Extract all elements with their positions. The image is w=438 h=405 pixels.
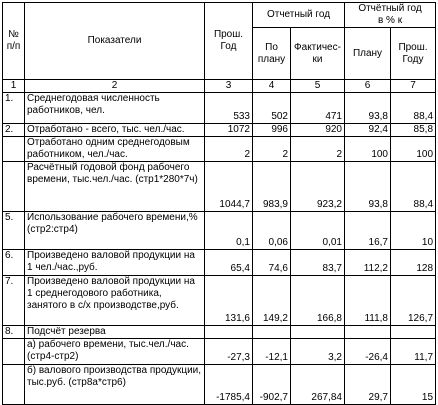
pct-of-plan <box>345 326 391 339</box>
value-prev-year: 1072 <box>205 124 253 137</box>
indicator-name: Использование рабочего времени,% (стр2:стр4) <box>25 212 205 250</box>
value-prev-year: -27,3 <box>205 339 253 365</box>
value-by-plan <box>253 326 291 339</box>
indicator-name: б) валового производства продукции, тыс.руб. (стр8а*стр6) <box>25 365 205 405</box>
header-report-year-pct: Отчётный год в % к <box>345 3 436 28</box>
table-row <box>3 276 436 326</box>
table-row <box>3 137 436 162</box>
value-actual: 83,7 <box>291 250 345 276</box>
value-actual <box>291 326 345 339</box>
indicator-name: а) рабочего времени, тыс.чел./час. (стр4-стр2) <box>25 339 205 365</box>
value-actual: 267,84 <box>291 365 345 405</box>
value-actual: 0,01 <box>291 212 345 250</box>
indicator-name: Среднегодовая численность работников, чел. <box>25 93 205 124</box>
indicator-name: Произведено валовой продукции на 1 чел./час.,руб. <box>25 250 205 276</box>
col-number: 1 <box>3 80 25 93</box>
value-actual: 923,2 <box>291 162 345 212</box>
value-actual: 920 <box>291 124 345 137</box>
pct-of-plan: 16,7 <box>345 212 391 250</box>
header-prev-year-pct: Прош. Году <box>391 28 436 80</box>
value-by-plan: 2 <box>253 137 291 162</box>
pct-of-plan: 29,7 <box>345 365 391 405</box>
value-by-plan: -902,7 <box>253 365 291 405</box>
indicators-table <box>2 2 436 405</box>
report-table-container <box>2 2 435 405</box>
indicator-name: Подсчёт резерва <box>25 326 205 339</box>
pct-of-prev-year: 88,4 <box>391 93 436 124</box>
col-number: 2 <box>25 80 205 93</box>
header-indicators: Показатели <box>25 3 205 80</box>
indicator-name: Произведено валовой продукции на 1 среднегодового работника, занятого в с/х производстве,руб. <box>25 276 205 326</box>
table-row <box>3 365 436 405</box>
header-by-plan: По плану <box>253 28 291 80</box>
value-prev-year: 65,4 <box>205 250 253 276</box>
col-number: 6 <box>345 80 391 93</box>
value-prev-year: 1044,7 <box>205 162 253 212</box>
row-number: 8. <box>3 326 25 339</box>
table-row <box>3 212 436 250</box>
table-row <box>3 339 436 365</box>
value-prev-year: 131,6 <box>205 276 253 326</box>
value-prev-year: 533 <box>205 93 253 124</box>
pct-of-plan: 111,8 <box>345 276 391 326</box>
pct-of-prev-year <box>391 326 436 339</box>
table-row <box>3 93 436 124</box>
table-row <box>3 250 436 276</box>
header-report-year: Отчетный год <box>253 3 345 28</box>
row-number <box>3 365 25 405</box>
row-number: 7. <box>3 276 25 326</box>
header-actual: Фактичес- ки <box>291 28 345 80</box>
value-by-plan: 0,06 <box>253 212 291 250</box>
row-number: 1. <box>3 93 25 124</box>
value-by-plan: 502 <box>253 93 291 124</box>
col-number: 7 <box>391 80 436 93</box>
header-no: № п/п <box>3 3 25 80</box>
row-number: 5. <box>3 212 25 250</box>
row-number: 6. <box>3 250 25 276</box>
row-number <box>3 162 25 212</box>
value-actual: 2 <box>291 137 345 162</box>
value-by-plan: -12,1 <box>253 339 291 365</box>
value-by-plan: 149,2 <box>253 276 291 326</box>
row-number <box>3 137 25 162</box>
pct-of-plan: 92,4 <box>345 124 391 137</box>
value-actual: 3,2 <box>291 339 345 365</box>
pct-of-plan: 100 <box>345 137 391 162</box>
pct-of-plan: 112,2 <box>345 250 391 276</box>
value-prev-year: 0,1 <box>205 212 253 250</box>
value-by-plan: 983,9 <box>253 162 291 212</box>
pct-of-prev-year: 10 <box>391 212 436 250</box>
indicator-name: Отработано - всего, тыс. чел./час. <box>25 124 205 137</box>
value-prev-year: 2 <box>205 137 253 162</box>
col-number: 5 <box>291 80 345 93</box>
indicator-name: Расчётный годовой фонд рабочего времени, тыс.чел./час. (стр1*280*7ч) <box>25 162 205 212</box>
pct-of-plan: 93,8 <box>345 93 391 124</box>
table-row <box>3 162 436 212</box>
pct-of-plan: -26,4 <box>345 339 391 365</box>
table-row <box>3 326 436 339</box>
col-number: 3 <box>205 80 253 93</box>
pct-of-prev-year: 100 <box>391 137 436 162</box>
pct-of-prev-year: 128 <box>391 250 436 276</box>
indicator-name: Отработано одним среднегодовым работником, чел./час. <box>25 137 205 162</box>
header-plan: Плану <box>345 28 391 80</box>
value-actual: 166,8 <box>291 276 345 326</box>
column-number-row <box>3 80 436 93</box>
value-prev-year <box>205 326 253 339</box>
row-number <box>3 339 25 365</box>
pct-of-plan: 93,8 <box>345 162 391 212</box>
value-by-plan: 74,6 <box>253 250 291 276</box>
value-prev-year: -1785,4 <box>205 365 253 405</box>
table-row <box>3 124 436 137</box>
pct-of-prev-year: 15 <box>391 365 436 405</box>
value-actual: 471 <box>291 93 345 124</box>
value-by-plan: 996 <box>253 124 291 137</box>
pct-of-prev-year: 11,7 <box>391 339 436 365</box>
pct-of-prev-year: 85,8 <box>391 124 436 137</box>
col-number: 4 <box>253 80 291 93</box>
pct-of-prev-year: 126,7 <box>391 276 436 326</box>
pct-of-prev-year: 88,4 <box>391 162 436 212</box>
row-number: 2. <box>3 124 25 137</box>
header-prev-year: Прош. Год <box>205 3 253 80</box>
